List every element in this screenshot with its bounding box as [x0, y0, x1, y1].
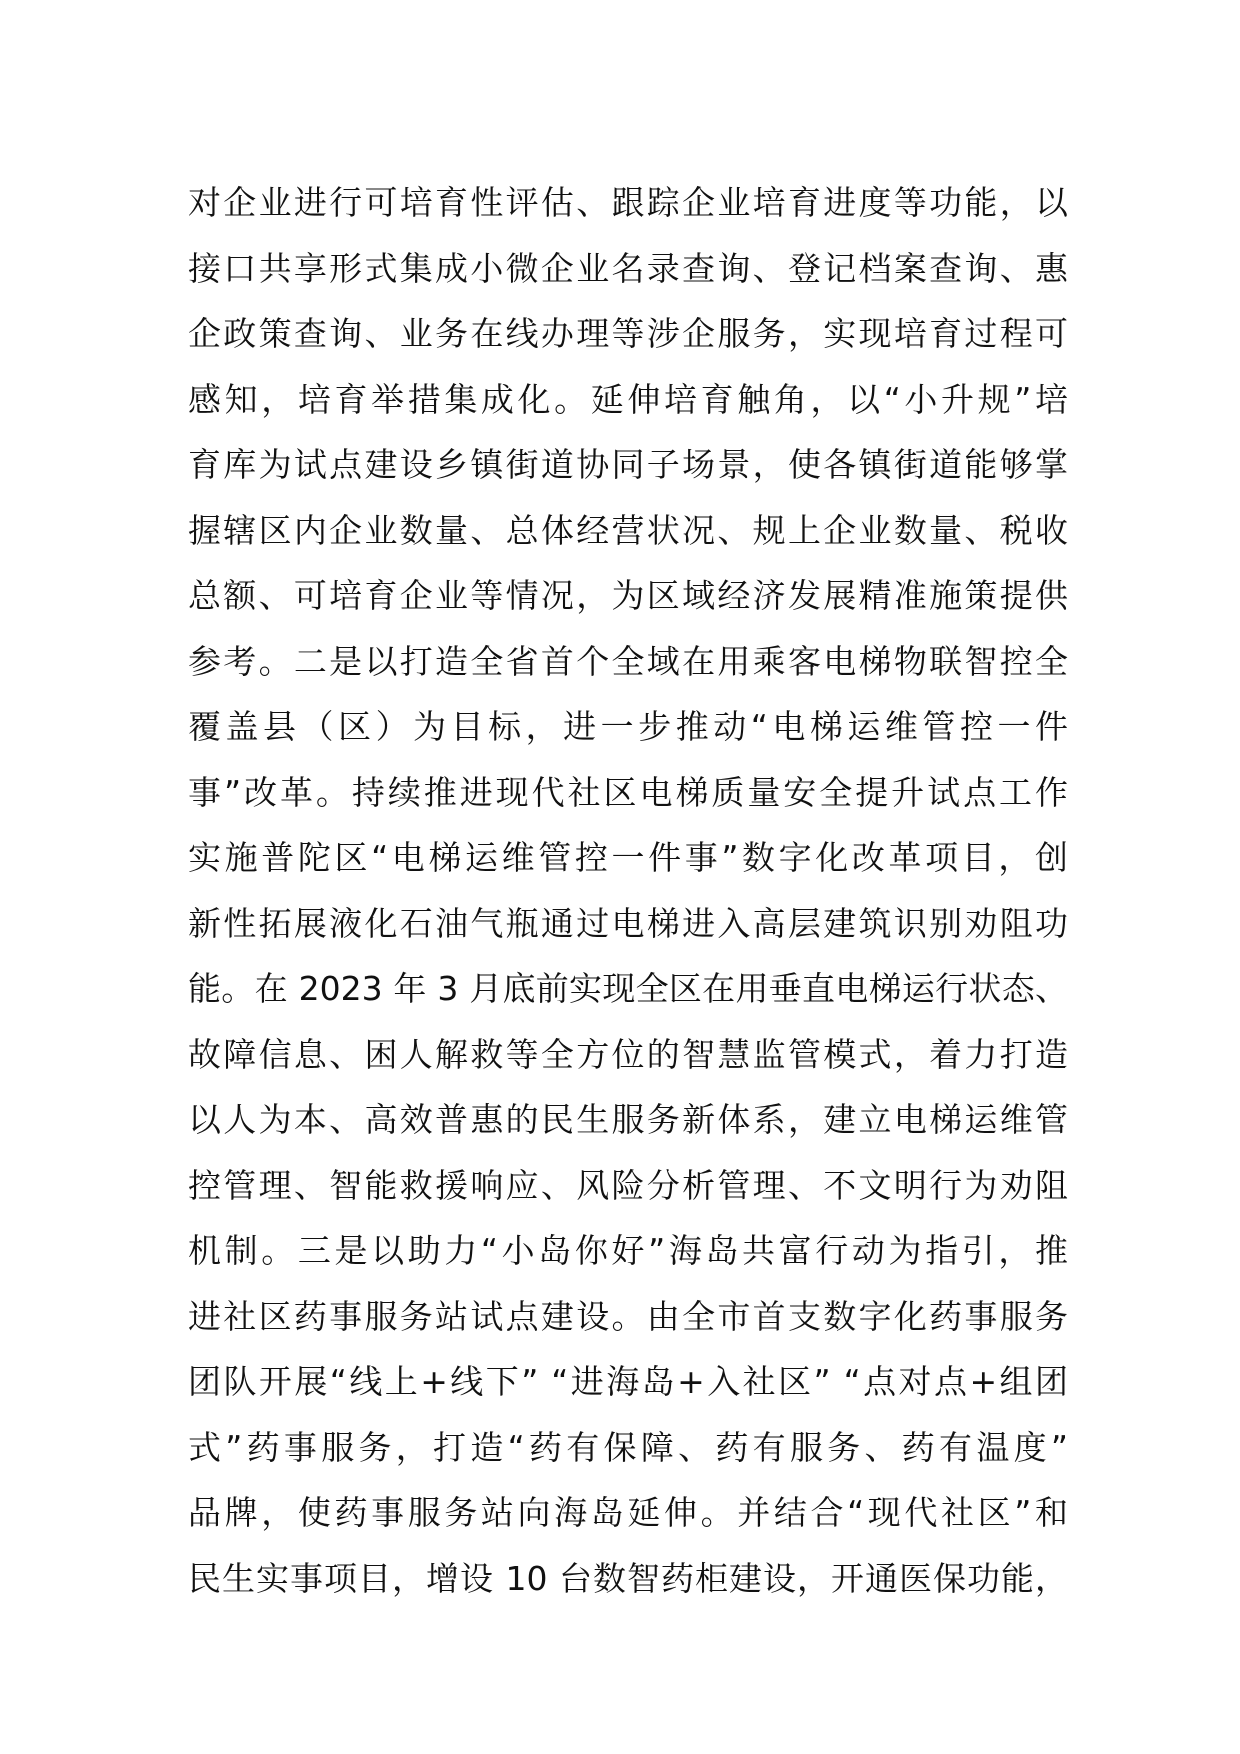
text-line: 覆盖县（区）为目标，进一步推动“电梯运维管控一件: [188, 707, 1068, 746]
text-line: 民生实事项目，增设 10 台数智药柜建设，开通医保功能，: [188, 1558, 1068, 1598]
text-line: 团队开展“线上+线下” “进海岛+入社区” “点对点+组团: [188, 1362, 1068, 1401]
text-line: 握辖区内企业数量、总体经营状况、规上企业数量、税收: [188, 510, 1068, 550]
text-line: 式”药事服务，打造“药有保障、药有服务、药有温度”: [188, 1427, 1068, 1467]
text-line: 机制。三是以助力“小岛你好”海岛共富行动为指引，推: [188, 1231, 1068, 1270]
text-line: 育库为试点建设乡镇街道协同子场景，使各镇街道能够掌: [188, 445, 1068, 484]
text-line: 企政策查询、业务在线办理等涉企服务，实现培育过程可: [188, 314, 1068, 353]
text-line: 对企业进行可培育性评估、跟踪企业培育进度等功能，以: [188, 183, 1068, 222]
text-line: 新性拓展液化石油气瓶通过电梯进入高层建筑识别劝阻功: [188, 903, 1068, 943]
text-line: 实施普陀区“电梯运维管控一件事”数字化改革项目，创: [188, 838, 1068, 877]
body-text: [188, 170, 1068, 1611]
text-line: 进社区药事服务站试点建设。由全市首支数字化药事服务: [188, 1296, 1068, 1336]
text-line: 感知，培育举措集成化。延伸培育触角，以“小升规”培: [188, 379, 1068, 419]
text-line: 事”改革。持续推进现代社区电梯质量安全提升试点工作: [188, 772, 1068, 812]
text-line: 品牌，使药事服务站向海岛延伸。并结合“现代社区”和: [188, 1493, 1068, 1532]
text-line: 接口共享形式集成小微企业名录查询、登记档案查询、惠: [188, 248, 1068, 288]
text-line: 控管理、智能救援响应、风险分析管理、不文明行为劝阻: [188, 1165, 1068, 1205]
text-line: 总额、可培育企业等情况，为区域经济发展精准施策提供: [188, 576, 1068, 615]
text-line: 参考。二是以打造全省首个全域在用乘客电梯物联智控全: [188, 641, 1068, 681]
text-line: 能。在 2023 年 3 月底前实现全区在用垂直电梯运行状态、: [188, 969, 1068, 1008]
text-line: 以人为本、高效普惠的民生服务新体系，建立电梯运维管: [188, 1100, 1068, 1139]
text-line: 故障信息、困人解救等全方位的智慧监管模式，着力打造: [188, 1034, 1068, 1074]
